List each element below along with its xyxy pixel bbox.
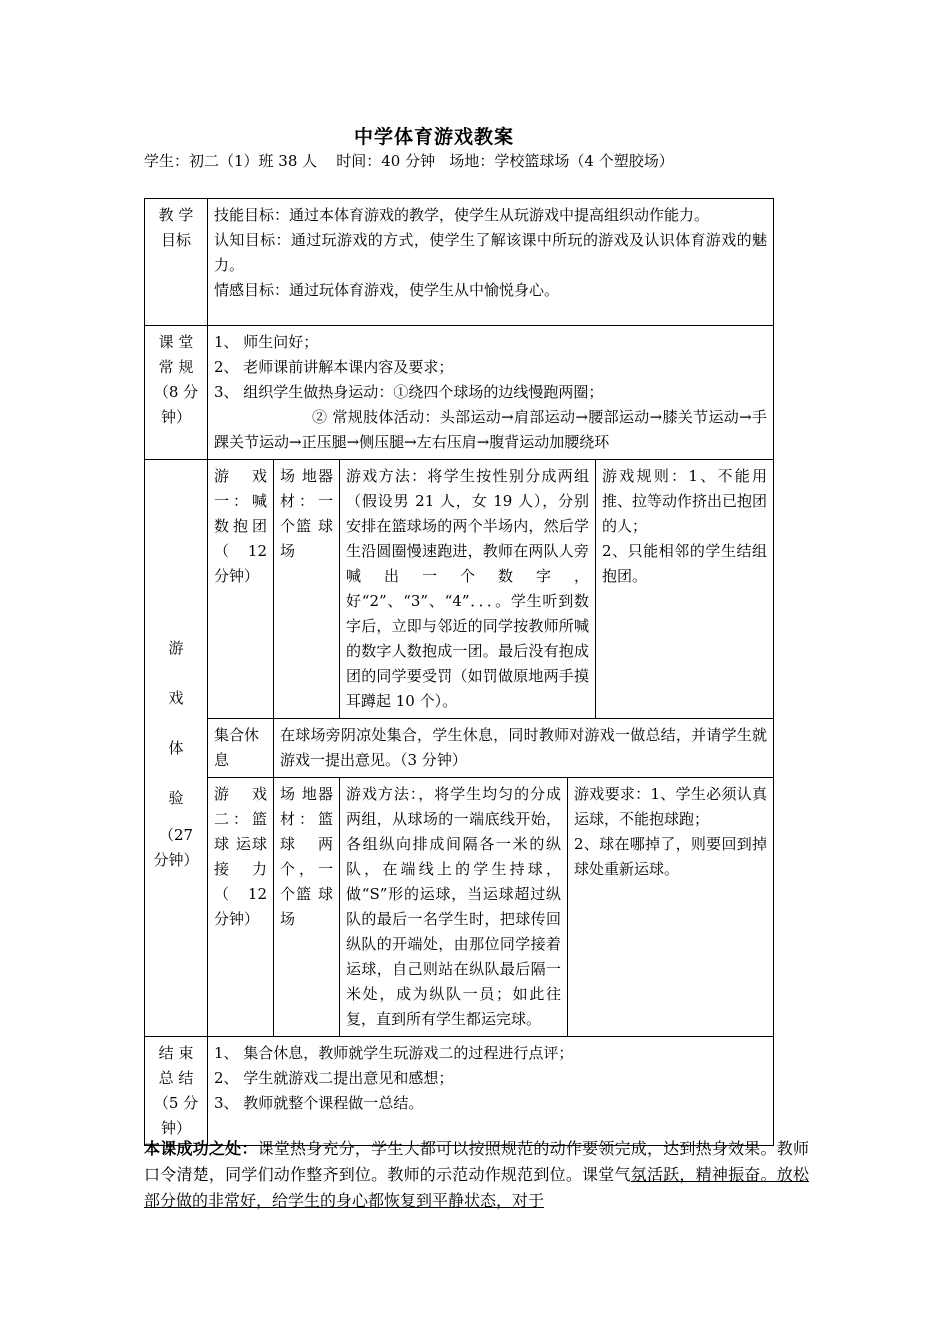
goal-cognition: 认知目标：通过玩游戏的方式，使学生了解该课中所玩的游戏及认识体育游戏的魅力。 bbox=[214, 231, 768, 274]
games-label-char3: 体 bbox=[168, 739, 184, 757]
document-meta: 学生：初二（1）班 38 人 时间：40 分钟 场地：学校篮球场（4 个塑胶场） bbox=[144, 152, 674, 170]
routine-row bbox=[145, 326, 774, 460]
goals-content bbox=[208, 199, 774, 326]
games-label bbox=[145, 460, 208, 1037]
goals-row bbox=[145, 199, 774, 326]
goals-label bbox=[145, 199, 208, 326]
goal-emotion: 情感目标：通过玩体育游戏，使学生从中愉悦身心。 bbox=[214, 281, 560, 299]
closing-label bbox=[145, 1037, 208, 1146]
game1-venue: 场 地器材：一 个篮 球场 bbox=[274, 460, 340, 719]
summary-text-a: 课堂热身充分，学生大都可以按照规范的动作要领完成，达到热身效果。教师口令清楚，同学们动作整齐到位。教师的示范动作规范到位。课堂气 bbox=[144, 1139, 809, 1184]
lesson-summary bbox=[144, 1136, 809, 1214]
routine-label bbox=[145, 326, 208, 460]
summary-heading: 本课成功之处： bbox=[144, 1139, 258, 1158]
closing-item-3: 3、 教师就整个课程做一总结。 bbox=[214, 1094, 424, 1112]
games-label-char4: 验 bbox=[168, 789, 184, 807]
games-label-char1: 游 bbox=[168, 639, 184, 657]
routine-item-3b: ② 常规肢体活动：头部运动→肩部运动→腰部运动→膝关节运动→手踝关节运动→正压腿→侧压腿→左右压肩→腹背运动加腰绕环 bbox=[214, 408, 768, 451]
game1-method: 游戏方法：将学生按性别分成两组（假设男 21 人，女 19 人），分别安排在篮球场的两个半场内，然后学生沿圆圈慢速跑进，教师在两队人旁喊出一个数字，好“2”、“3”、“4”．．．。学生听到数字后，立即与邻近的同学按教师所喊的数字人数抱成一团。最后没有抱成团的同学要受罚（如罚做原地两手摸耳蹲起 10 个）。 bbox=[340, 460, 596, 719]
games-label-char2: 戏 bbox=[168, 689, 184, 707]
routine-label-line3: （8 分 bbox=[153, 383, 199, 401]
rest-label: 集合休息 bbox=[208, 719, 274, 778]
closing-item-1: 1、 集合休息，教师就学生玩游戏二的过程进行点评； bbox=[214, 1044, 574, 1062]
routine-content bbox=[208, 326, 774, 460]
closing-label-line2: 总 结 bbox=[158, 1069, 194, 1087]
routine-item-2: 2、 老师课前讲解本课内容及要求； bbox=[214, 358, 454, 376]
goal-skill: 技能目标：通过本体育游戏的教学，使学生从玩游戏中提高组织动作能力。 bbox=[214, 206, 710, 224]
game1-row bbox=[145, 460, 774, 719]
closing-item-2: 2、 学生就游戏二提出意见和感想； bbox=[214, 1069, 454, 1087]
routine-item-3: 3、 组织学生做热身运动：①绕四个球场的边线慢跑两圈； bbox=[214, 383, 604, 401]
game1-name: 游 戏一：喊数抱团（12 分钟） bbox=[208, 460, 274, 719]
closing-row bbox=[145, 1037, 774, 1146]
routine-label-line4: 钟） bbox=[160, 408, 191, 426]
game2-method: 游戏方法：，将学生均匀的分成两组，从球场的一端底线开始，各组纵向排成间隔各一米的纵队，在端线上的学生持球，做“S”形的运球，当运球超过纵队的最后一名学生时，把球传回纵队的开端处，由那位同学接着运球，自己则站在纵队最后隔一米处，成为纵队一员；如此往复，直到所有学生都运完球。 bbox=[340, 778, 568, 1037]
closing-label-line4: 钟） bbox=[160, 1119, 191, 1137]
game2-rules: 游戏要求：1、学生必须认真运球，不能抱球跑； 2、球在哪掉了，则要回到掉球处重新运球。 bbox=[568, 778, 774, 1037]
document-title: 中学体育游戏教案 bbox=[353, 126, 514, 148]
game2-venue: 场 地器材：篮 球两个，一 个篮 球场 bbox=[274, 778, 340, 1037]
rest-row bbox=[145, 719, 774, 778]
games-label-time: （27 分钟） bbox=[153, 826, 199, 869]
routine-label-line2: 常 规 bbox=[158, 358, 194, 376]
closing-content bbox=[208, 1037, 774, 1146]
rest-text: 在球场旁阴凉处集合，学生休息，同时教师对游戏一做总结，并请学生就游戏一提出意见。（3 分钟） bbox=[274, 719, 774, 778]
closing-label-line3: （5 分 bbox=[153, 1094, 199, 1112]
routine-item-1: 1、 师生问好； bbox=[214, 333, 319, 351]
game2-row bbox=[145, 778, 774, 1037]
routine-label-line1: 课 堂 bbox=[158, 333, 194, 351]
lesson-plan-table bbox=[144, 198, 774, 1146]
game1-rules: 游戏规则：1、不能用推、拉等动作挤出已抱团的人； 2、只能相邻的学生结组抱团。 bbox=[596, 460, 774, 719]
goals-label-line1: 教 学 bbox=[158, 206, 194, 224]
closing-label-line1: 结 束 bbox=[158, 1044, 194, 1062]
goals-label-line2: 目标 bbox=[160, 231, 191, 249]
game2-name: 游 戏二：篮球 运球 接力（12 分钟） bbox=[208, 778, 274, 1037]
summary-text-b: 氛活跃，精神振奋。放松部分做的非常好，给学生的身心都恢复到平静状态，对于 bbox=[144, 1165, 809, 1210]
